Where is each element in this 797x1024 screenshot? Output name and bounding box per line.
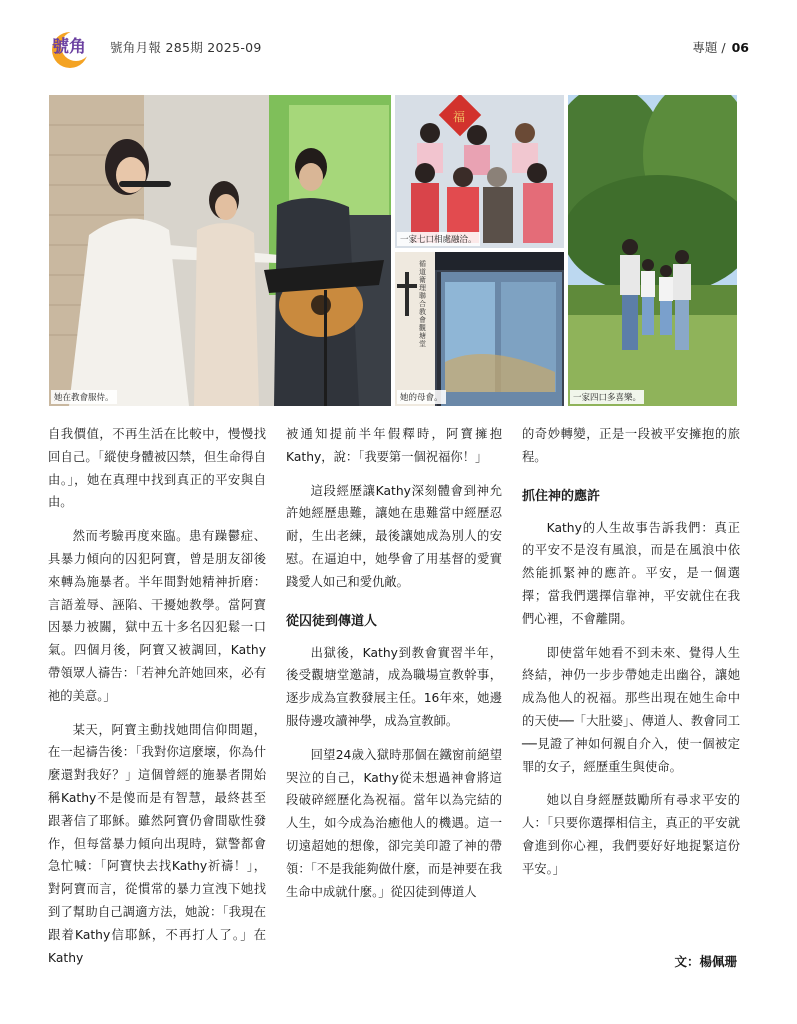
caption-family-four: 一家四口多喜樂。	[570, 390, 644, 404]
logo-text: 號角	[52, 37, 86, 57]
paragraph: 自我價值，不再生活在比較中，慢慢找回自己。「縱使身體被囚禁，但生命得自由。」，她在真理中找到真正的平安與自由。	[48, 427, 266, 510]
article-column-1	[48, 423, 266, 980]
church-sign: 循道衛理聯合教會觀塘堂	[419, 260, 426, 348]
article-column-2	[286, 423, 502, 914]
section-tag: 專題 / 06	[692, 40, 749, 55]
paragraph: 她以自身經歷鼓勵所有尋求平安的人：「只要你選擇相信主，真正的平安就會進到你心裡，我們要好好地捉緊這份平安。」	[522, 793, 740, 876]
photo-home-church	[395, 252, 564, 406]
svg-text:福: 福	[453, 110, 466, 124]
section-label: 專題	[692, 40, 718, 55]
paragraph: 被通知提前半年假釋時，阿寶擁抱Kathy，說：「我要第一個祝福你！」	[286, 427, 502, 464]
caption-serving: 她在教會服侍。	[51, 390, 117, 404]
paragraph: 出獄後，Kathy到教會實習半年，後受觀塘堂邀請，成為職場宣教幹事，逐步成為宣教發展主任。16年來，她邊服侍邊攻讀神學，成為宣教師。	[286, 645, 502, 728]
caption-family-seven: 一家七口相處融洽。	[397, 232, 480, 246]
paragraph: 然而考驗再度來臨。患有躁鬱症、具暴力傾向的囚犯阿寶，曾是朋友卻後來轉為施暴者。半年間對她精神折磨：言語羞辱、誣陷、干擾她教學。當阿寶因暴力被關，獄中五十多名囚犯鬆一口氣。四個月後，阿寶又被調回，Kathy帶領眾人禱告：「若神允許她回來，必有祂的美意。」	[48, 529, 266, 703]
author-credit: 文：楊佩珊	[674, 954, 737, 969]
magazine-logo	[48, 26, 100, 70]
paragraph: 回望24歲入獄時那個在鐵窗前絕望哭泣的自己，Kathy從未想過神會將這段破碎經歷化為祝福。當年以為完結的人生，如今成為治癒他人的機遇。這一切遠超她的想像，卻完美印證了神的帶領：「不是我能夠做什麼，而是神要在我生命中成就什麼。」從囚徒到傳道人	[286, 747, 502, 899]
photo-serving	[49, 95, 391, 406]
section-heading: 從囚徒到傳道人	[286, 613, 378, 629]
caption-home-church: 她的母會。	[397, 390, 446, 404]
article-column-3	[522, 423, 740, 892]
paragraph: Kathy的人生故事告訴我們：真正的平安不是沒有風浪，而是在風浪中依然能抓緊神的應許。平安，是一個選擇；當我們選擇信靠神，平安就住在我們心裡，不會離開。	[522, 520, 740, 626]
section-heading: 抓住神的應許	[522, 488, 601, 504]
masthead: 號角月報 285期 2025-09	[110, 40, 262, 55]
page-number: 06	[731, 40, 749, 55]
paragraph: 這段經歷讓Kathy深刻體會到神允許她經歷患難，讓她在患難當中經歷忍耐，生出老練，最後讓她成為別人的安慰。在逼迫中，她學會了用基督的愛實踐愛人如己和愛仇敵。	[286, 483, 502, 589]
photo-family-seven	[395, 95, 564, 248]
paragraph: 的奇妙轉變，正是一段被平安擁抱的旅程。	[522, 427, 740, 464]
photo-family-four	[568, 95, 737, 406]
paragraph: 某天，阿寶主動找她問信仰問題，在一起禱告後：「我對你這麼壞，你為什麼還對我好？」這個曾經的施暴者開始稱Kathy不是傻而是有智慧，最終甚至跟著信了耶穌。雖然阿寶仍會間歇性發作，但每當暴力傾向出現時，獄警都會急忙喊：「阿寶快去找Kathy祈禱！」，對阿寶而言，從慣常的暴力宣洩下她找到了幫助自己調適方法，她說：「我現在跟着Kathy信耶穌，不再打人了。」在Kathy	[48, 722, 266, 965]
paragraph: 即使當年她看不到未來、覺得人生終結，神仍一步步帶她走出幽谷，讓她成為他人的祝福。那些出現在她生命中的天使──「大肚婆」、傳道人、教會同工──見證了神如何親自介入，使一個被定罪的女子，經歷重生與使命。	[522, 645, 740, 774]
